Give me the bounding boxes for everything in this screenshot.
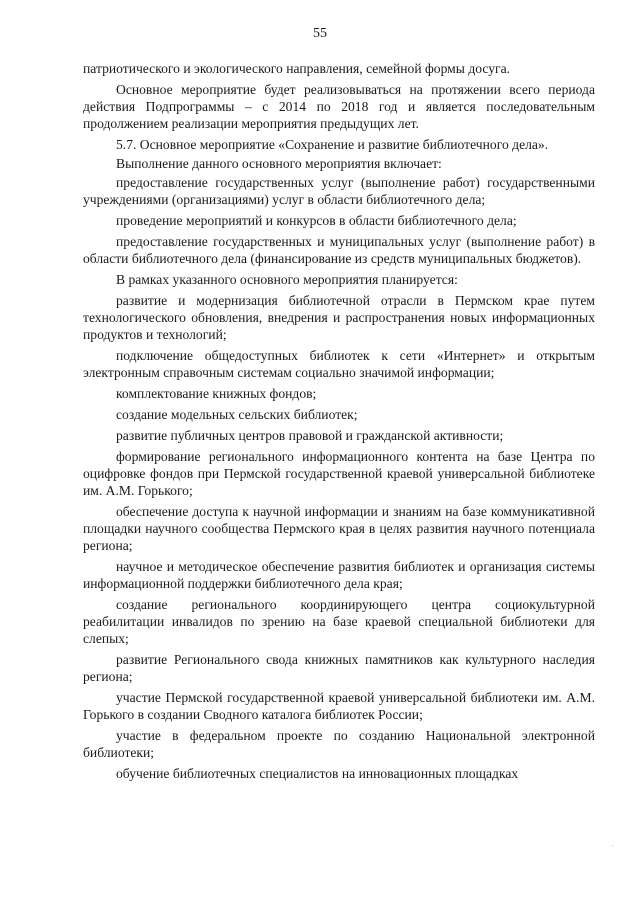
list-item-regional-content: формирование регионального информационного контента на базе Центра по оцифровке фондов при Пермской государственной краевой универсальной библиотеке им. А.М. Горького; — [83, 449, 595, 498]
list-item-book-acquisition: комплектование книжных фондов; — [116, 386, 317, 401]
paragraph-includes-intro: Выполнение данного основного мероприятия включает: — [116, 156, 442, 171]
list-item-events-contests: проведение мероприятий и конкурсов в области библиотечного дела; — [116, 213, 517, 228]
list-item-state-services: предоставление государственных услуг (выполнение работ) государственными учреждениями (организациями) услуг в области библиотечного дела; — [83, 175, 595, 207]
page-number: 55 — [313, 26, 327, 41]
list-item-municipal-services: предоставление государственных и муниципальных услуг (выполнение работ) в области библиотечного дела (финансирование из средств муниципальных бюджетов). — [83, 234, 595, 266]
list-item-scientific-access: обеспечение доступа к научной информации и знаниям на базе коммуникативной площадки научного сообщества Пермского края в целях развития научного потенциала региона; — [83, 504, 595, 553]
list-item-model-libraries: создание модельных сельских библиотек; — [116, 407, 358, 422]
list-item-internet-connection: подключение общедоступных библиотек к сети «Интернет» и открытым электронным справочным системам социально значимой информации; — [83, 348, 595, 380]
list-item-modernization: развитие и модернизация библиотечной отрасли в Пермском крае путем технологического обновления, внедрения и распространения новых информационных продуктов и технологий; — [83, 293, 595, 342]
list-item-national-library: участие в федеральном проекте по созданию Национальной электронной библиотеки; — [83, 728, 595, 760]
paragraph-implementation-period: Основное мероприятие будет реализовываться на протяжении всего периода действия Подпрограммы – с 2014 по 2018 год и является последовательным продолжением реализации мероприятия предыдущих лет. — [83, 82, 595, 131]
list-item-union-catalog: участие Пермской государственной краевой универсальной библиотеки им. А.М. Горького в создании Сводного каталога библиотек России; — [83, 690, 595, 722]
scan-speck — [612, 845, 613, 846]
list-item-book-monuments: развитие Регионального свода книжных памятников как культурного наследия региона; — [83, 652, 595, 684]
list-item-specialist-training: обучение библиотечных специалистов на инновационных площадках — [116, 766, 519, 781]
section-heading-5-7: 5.7. Основное мероприятие «Сохранение и развитие библиотечного дела». — [116, 137, 549, 152]
paragraph-planned-intro: В рамках указанного основного мероприятия планируется: — [116, 272, 458, 287]
document-body — [83, 60, 595, 786]
list-item-legal-centers: развитие публичных центров правовой и гражданской активности; — [116, 428, 504, 443]
paragraph-continuation: патриотического и экологического направления, семейной формы досуга. — [83, 61, 511, 76]
list-item-methodical-support: научное и методическое обеспечение развития библиотек и организация системы информационной поддержки библиотечного дела края; — [83, 559, 595, 591]
list-item-rehabilitation-center: создание регионального координирующего центра социокультурной реабилитации инвалидов по зрению на базе краевой специальной библиотеки для слепых; — [83, 597, 595, 646]
